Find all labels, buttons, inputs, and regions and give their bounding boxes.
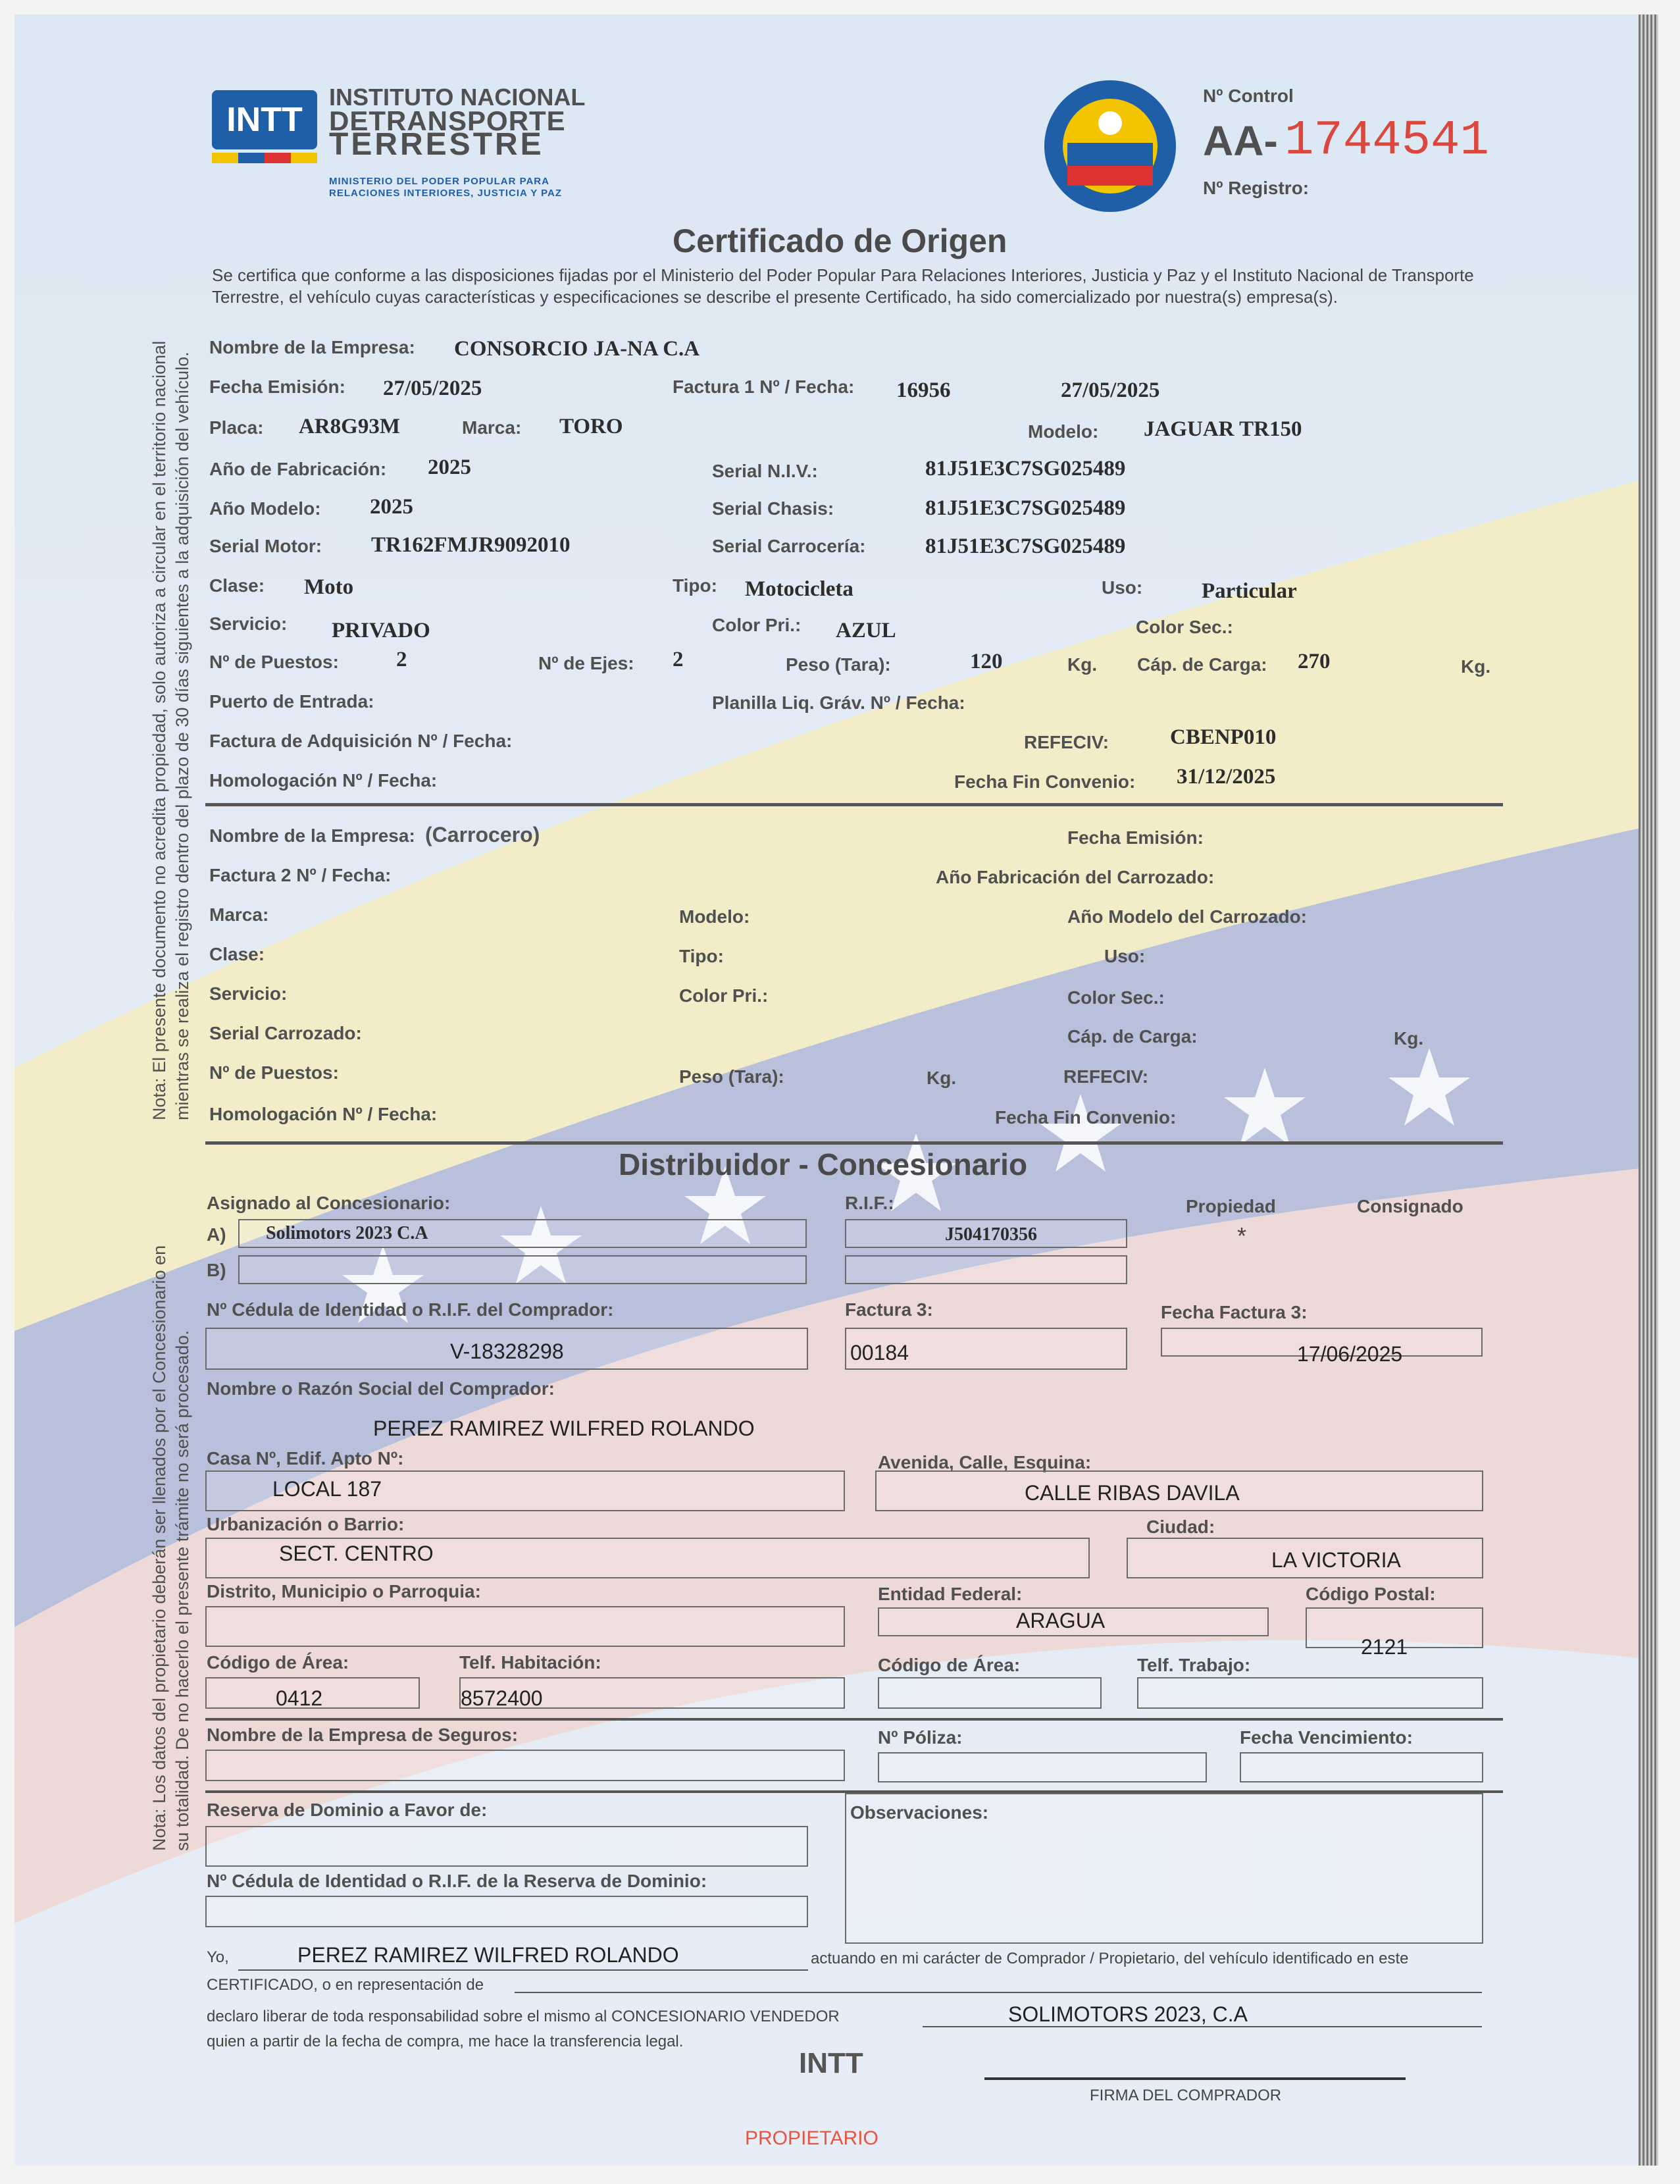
fecha-factura3-field[interactable] (1161, 1328, 1483, 1366)
consignado-label: Consignado (1357, 1196, 1464, 1216)
carrocero-clase-label: Clase: (209, 944, 265, 964)
casa-field[interactable] (205, 1470, 845, 1511)
nombre-value[interactable]: PEREZ RAMIREZ WILFRED ROLANDO (373, 1417, 755, 1440)
clase-label: Clase: (209, 575, 265, 596)
postal-field[interactable] (1306, 1607, 1483, 1659)
fin-convenio-value: 31/12/2025 (1177, 765, 1276, 789)
color-pri-value: AZUL (836, 619, 896, 642)
ministry-text: MINISTERIO DEL PODER POPULAR PARA RELACIONES INTERIORES, JUSTICIA Y PAZ (329, 176, 562, 199)
right-edge-hatching (1639, 14, 1658, 2166)
distrito-field[interactable] (205, 1606, 845, 1647)
rif-a-value: J504170356 (945, 1224, 1037, 1245)
distrito-label: Distrito, Municipio o Parroquia: (207, 1581, 481, 1601)
factura2-label: Factura 2 Nº / Fecha: (209, 865, 392, 885)
serial-carrozado-label: Serial Carrozado: (209, 1023, 362, 1043)
marca-value: TORO (559, 415, 623, 438)
rif-b-field[interactable] (845, 1255, 1127, 1284)
firma-label: FIRMA DEL COMPRADOR (1090, 2087, 1282, 2104)
puestos-value: 2 (396, 648, 407, 671)
seguros-label: Nombre de la Empresa de Seguros: (207, 1725, 519, 1745)
cedula-reserva-field[interactable] (205, 1896, 808, 1927)
factura3-field[interactable] (845, 1328, 1127, 1370)
telf-trab-label: Telf. Trabajo: (1137, 1655, 1251, 1675)
refeciv-value: CBENP010 (1170, 725, 1277, 749)
anio-modelo-value: 2025 (370, 495, 413, 519)
propiedad-mark: * (1237, 1222, 1247, 1249)
section-divider-3 (205, 1718, 1503, 1721)
carrocero-peso-kg: Kg. (927, 1068, 957, 1088)
entidad-value: ARAGUA (1016, 1609, 1106, 1632)
propiedad-label: Propiedad (1186, 1196, 1276, 1216)
asignado-label: Asignado al Concesionario: (207, 1193, 451, 1213)
control-number: 1744541 (1285, 113, 1489, 169)
row-b-label: B) (207, 1260, 226, 1280)
servicio-label: Servicio: (209, 613, 288, 634)
area2-label: Código de Área: (878, 1655, 1021, 1675)
puerto-label: Puerto de Entrada: (209, 691, 374, 712)
declaration-line3: declaro liberar de toda responsabilidad sobre el mismo al CONCESIONARIO VENDEDOR (207, 2008, 840, 2025)
intro-text: Se certifica que conforme a las disposiciones fijadas por el Ministerio del Poder Popular Para Relaciones Interiores, Justicia y Paz y el Instituto Nacional de Transporte Terrestre, el vehículo cuyas características y especificaciones se describe el presente Certificado, ha sido comercializado por nuestra(s) empresa(s). (212, 265, 1474, 307)
declaration-name[interactable]: PEREZ RAMIREZ WILFRED ROLANDO (297, 1943, 679, 1967)
carrocero-color-pri-label: Color Pri.: (679, 985, 769, 1006)
rif-a-field[interactable] (845, 1219, 1127, 1248)
carga-label: Cáp. de Carga: (1137, 654, 1267, 675)
fin-convenio-label: Fecha Fin Convenio: (954, 771, 1136, 792)
urbanizacion-field[interactable] (205, 1538, 1090, 1578)
avenida-field[interactable] (875, 1470, 1483, 1511)
carrocero-carga-kg: Kg. (1394, 1028, 1424, 1049)
cedula-value: V-18328298 (450, 1339, 564, 1363)
carrocero-color-sec-label: Color Sec.: (1067, 987, 1165, 1008)
carrocero-peso-label: Peso (Tara): (679, 1066, 784, 1087)
seguros-field[interactable] (205, 1750, 845, 1781)
peso-kg: Kg. (1067, 654, 1098, 675)
section-divider-2 (205, 1141, 1503, 1145)
chasis-label: Serial Chasis: (712, 498, 834, 519)
nombre-label: Nombre o Razón Social del Comprador: (207, 1378, 555, 1399)
niv-label: Serial N.I.V.: (712, 461, 818, 481)
modelo-label: Modelo: (1028, 421, 1099, 442)
area1-label: Código de Área: (207, 1652, 349, 1673)
entidad-label: Entidad Federal: (878, 1584, 1023, 1604)
propietario-label: PROPIETARIO (745, 2127, 878, 2149)
ejes-value: 2 (673, 648, 684, 671)
declaration-name-line (238, 1969, 808, 1971)
factura1-label: Factura 1 Nº / Fecha: (673, 377, 855, 397)
casa-value: LOCAL 187 (272, 1477, 382, 1501)
telf-hab-value: 8572400 (461, 1686, 543, 1710)
carroceria-label: Serial Carrocería: (712, 536, 866, 556)
distribuidor-title: Distribuidor - Concesionario (619, 1147, 1028, 1182)
avenida-value: CALLE RIBAS DAVILA (1025, 1481, 1240, 1505)
fact-adq-label: Factura de Adquisición Nº / Fecha: (209, 731, 513, 751)
ciudad-field[interactable] (1127, 1538, 1483, 1578)
empresa-label: Nombre de la Empresa: (209, 337, 415, 357)
anio-fab-value: 2025 (428, 455, 471, 479)
carrocero-puestos-label: Nº de Puestos: (209, 1062, 339, 1083)
tipo-value: Motocicleta (745, 577, 853, 601)
declaration-line4: quien a partir de la fecha de compra, me hace la transferencia legal. (207, 2033, 684, 2050)
vencimiento-label: Fecha Vencimiento: (1240, 1727, 1413, 1748)
concesionario-a-value: Solimotors 2023 C.A (266, 1223, 428, 1243)
carrocero-carga-label: Cáp. de Carga: (1067, 1026, 1198, 1047)
carrocero-homolog-label: Homologación Nº / Fecha: (209, 1104, 438, 1124)
color-sec-label: Color Sec.: (1136, 617, 1233, 637)
carga-value: 270 (1298, 650, 1331, 673)
urbanizacion-value: SECT. CENTRO (279, 1542, 434, 1565)
logo-text: INSTITUTO NACIONAL DETRANSPORTE TERRESTRE (329, 84, 586, 162)
reserva-field[interactable] (205, 1826, 808, 1867)
cedula-label: Nº Cédula de Identidad o R.I.F. del Comprador: (207, 1299, 614, 1320)
placa-label: Placa: (209, 417, 264, 438)
color-pri-label: Color Pri.: (712, 615, 802, 635)
certificate-page (14, 14, 1658, 2166)
telf-trab-field[interactable] (1137, 1677, 1483, 1709)
carrocero-fecha-emision-label: Fecha Emisión: (1067, 827, 1204, 848)
carroceria-value: 81J51E3C7SG025489 (925, 534, 1126, 558)
peso-value: 120 (970, 650, 1003, 673)
carrocero-hint: (Carrocero) (425, 823, 540, 846)
concesionario-a-field[interactable] (238, 1219, 807, 1248)
postal-value: 2121 (1361, 1635, 1408, 1659)
factura3-label: Factura 3: (845, 1299, 933, 1320)
carrocero-tipo-label: Tipo: (679, 946, 724, 966)
rif-label: R.I.F.: (845, 1193, 894, 1213)
carrocero-anio-modelo-label: Año Modelo del Carrozado: (1067, 906, 1307, 927)
carrocero-servicio-label: Servicio: (209, 983, 288, 1004)
fecha-factura3-label: Fecha Factura 3: (1161, 1302, 1308, 1322)
factura3-value: 00184 (850, 1341, 909, 1365)
chasis-value: 81J51E3C7SG025489 (925, 496, 1126, 520)
carrocero-empresa-label: Nombre de la Empresa: (209, 825, 415, 846)
carrocero-refeciv-label: REFECIV: (1063, 1066, 1149, 1087)
declaration-line2: CERTIFICADO, o en representación de (207, 1976, 484, 1994)
telf-hab-field[interactable] (459, 1677, 845, 1709)
ministry-seal-icon (1041, 77, 1179, 215)
cedula-field[interactable] (205, 1328, 808, 1370)
declaration-line1-tail: actuando en mi carácter de Comprador / Propietario, del vehículo identificado en este (811, 1950, 1409, 1967)
ejes-label: Nº de Ejes: (538, 653, 634, 673)
carrocero-anio-fab-label: Año Fabricación del Carrozado: (936, 867, 1215, 887)
observaciones-field[interactable] (845, 1793, 1483, 1944)
empresa-value: CONSORCIO JA-NA C.A (454, 337, 700, 361)
fecha-factura3-value: 17/06/2025 (1297, 1342, 1403, 1366)
vencimiento-field[interactable] (1240, 1752, 1483, 1782)
uso-value: Particular (1202, 579, 1297, 603)
placa-value: AR8G93M (299, 415, 400, 438)
modelo-value: JAGUAR TR150 (1144, 417, 1302, 441)
carrocero-marca-label: Marca: (209, 904, 269, 925)
servicio-value: PRIVADO (332, 619, 430, 642)
uso-label: Uso: (1102, 577, 1143, 598)
logo-flag-strip (212, 153, 317, 163)
niv-value: 81J51E3C7SG025489 (925, 457, 1126, 481)
side-note-top-1: Nota: El presente documento no acredita propiedad, solo autoriza a circular en el territorio nacional (149, 340, 169, 1120)
puestos-label: Nº de Puestos: (209, 652, 339, 672)
declaration-vendor-line (923, 2026, 1482, 2027)
intt-stamp: INTT (799, 2047, 863, 2079)
avenida-label: Avenida, Calle, Esquina: (878, 1452, 1092, 1472)
motor-value: TR162FMJR9092010 (371, 533, 571, 557)
tipo-label: Tipo: (673, 575, 717, 596)
area2-field[interactable] (878, 1677, 1102, 1709)
entidad-field[interactable] (878, 1607, 1269, 1636)
postal-label: Código Postal: (1306, 1584, 1436, 1604)
signature-line (984, 2077, 1406, 2080)
row-a-label: A) (207, 1224, 226, 1245)
factura1-value: 16956 (896, 378, 951, 402)
peso-label: Peso (Tara): (786, 654, 891, 675)
area1-field[interactable] (205, 1677, 420, 1709)
poliza-field[interactable] (878, 1752, 1207, 1782)
telf-hab-label: Telf. Habitación: (459, 1652, 601, 1673)
page-title: Certificado de Origen (673, 222, 1007, 259)
casa-label: Casa Nº, Edif. Apto Nº: (207, 1448, 404, 1469)
homolog-label: Homologación Nº / Fecha: (209, 770, 438, 791)
planilla-label: Planilla Liq. Gráv. Nº / Fecha: (712, 692, 965, 713)
cedula-reserva-label: Nº Cédula de Identidad o R.I.F. de la Reserva de Dominio: (207, 1871, 707, 1891)
side-note-bottom-1: Nota: Los datos del propietario deberán ser llenados por el Concesionario en (149, 1245, 169, 1851)
control-label: Nº Control (1203, 86, 1294, 106)
side-note-top-2: mientras se realiza el registro dentro del plazo de 30 días siguientes a la adquisición del vehículo. (172, 351, 192, 1120)
section-divider-1 (205, 803, 1503, 806)
fecha-emision-label: Fecha Emisión: (209, 377, 345, 397)
area1-value: 0412 (276, 1686, 323, 1710)
concesionario-b-field[interactable] (238, 1255, 807, 1284)
registro-label: Nº Registro: (1203, 178, 1310, 198)
ciudad-label: Ciudad: (1146, 1517, 1215, 1537)
control-prefix: AA- (1203, 117, 1278, 165)
declaration-vendor[interactable]: SOLIMOTORS 2023, C.A (1008, 2002, 1248, 2026)
carga-kg: Kg. (1461, 656, 1491, 677)
carrocero-modelo-label: Modelo: (679, 906, 750, 927)
marca-label: Marca: (462, 417, 522, 438)
anio-fab-label: Año de Fabricación: (209, 459, 387, 479)
side-note-bottom-2: su totalidad. De no hacerlo el presente trámite no será procesado. (172, 1330, 192, 1851)
carrocero-uso-label: Uso: (1104, 946, 1146, 966)
fecha-emision-value: 27/05/2025 (383, 377, 482, 400)
anio-modelo-label: Año Modelo: (209, 498, 321, 519)
declaration-yo: Yo, (207, 1948, 229, 1966)
clase-value: Moto (304, 575, 354, 599)
ciudad-value: LA VICTORIA (1271, 1548, 1401, 1572)
observaciones-label: Observaciones: (850, 1802, 989, 1823)
factura1-date: 27/05/2025 (1061, 378, 1160, 402)
refeciv-label: REFECIV: (1024, 732, 1109, 752)
poliza-label: Nº Póliza: (878, 1727, 963, 1748)
motor-label: Serial Motor: (209, 536, 322, 556)
urbanizacion-label: Urbanización o Barrio: (207, 1514, 405, 1534)
reserva-label: Reserva de Dominio a Favor de: (207, 1800, 488, 1820)
declaration-representation-line (515, 1992, 1482, 1993)
intt-logo-badge: INTT (212, 90, 317, 149)
carrocero-fin-convenio-label: Fecha Fin Convenio: (995, 1107, 1177, 1128)
